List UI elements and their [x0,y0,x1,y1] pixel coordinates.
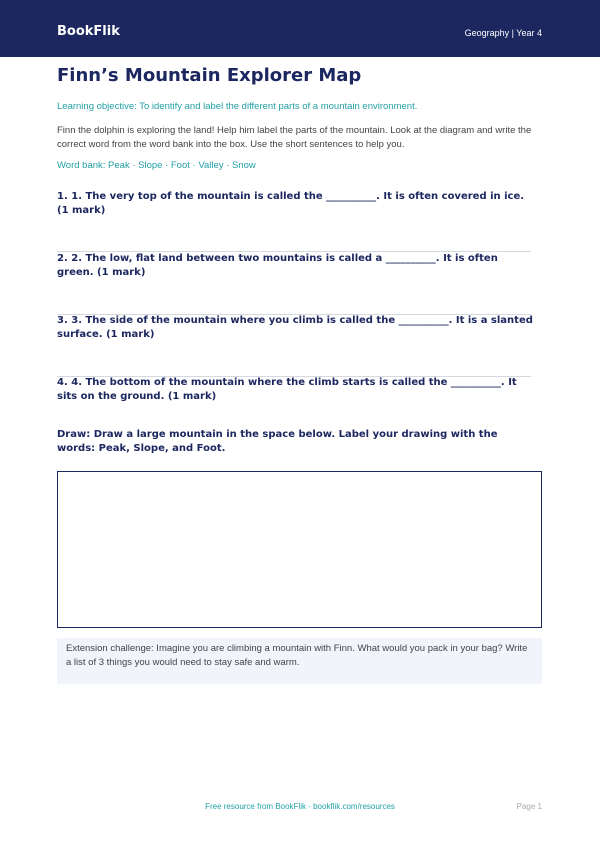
extension-challenge: Extension challenge: Imagine you are climbing a mountain with Finn. What would you pack in your bag? Write a list of 3 things you would need to stay safe and warm. [57,638,542,684]
footer-credit[interactable]: Free resource from BookFlik · bookflik.com/resources [205,802,395,811]
word-bank: Word bank: Peak · Slope · Foot · Valley · Snow [57,160,256,171]
drawing-area[interactable] [57,471,542,628]
question-3: 3. 3. The side of the mountain where you climb is called the __________. It is a slanted surface. (1 mark) [57,315,533,340]
page-title: Finn’s Mountain Explorer Map [57,65,362,86]
subject-year-label: Geography | Year 4 [464,28,542,38]
page-number: Page 1 [516,802,542,811]
brand-logo[interactable]: BookFlik [57,24,120,39]
question-4: 4. 4. The bottom of the mountain where the climb starts is called the __________. It sits on the ground. (1 mark) [57,377,517,402]
learning-objective: Learning objective: To identify and label the different parts of a mountain environment. [57,101,418,112]
intro-text: Finn the dolphin is exploring the land! Help him label the parts of the mountain. Look at the diagram and write the correct word from the word bank into the box. Use the short sentences to help you. [57,125,532,150]
question-1: 1. 1. The very top of the mountain is called the __________. It is often covered in ice. (1 mark) [57,191,525,216]
header-bar [0,0,600,57]
question-2: 2. 2. The low, flat land between two mountains is called a __________. It is often green. (1 mark) [57,253,498,278]
draw-prompt: Draw: Draw a large mountain in the space below. Label your drawing with the words: Peak, Slope, and Foot. [57,429,498,454]
